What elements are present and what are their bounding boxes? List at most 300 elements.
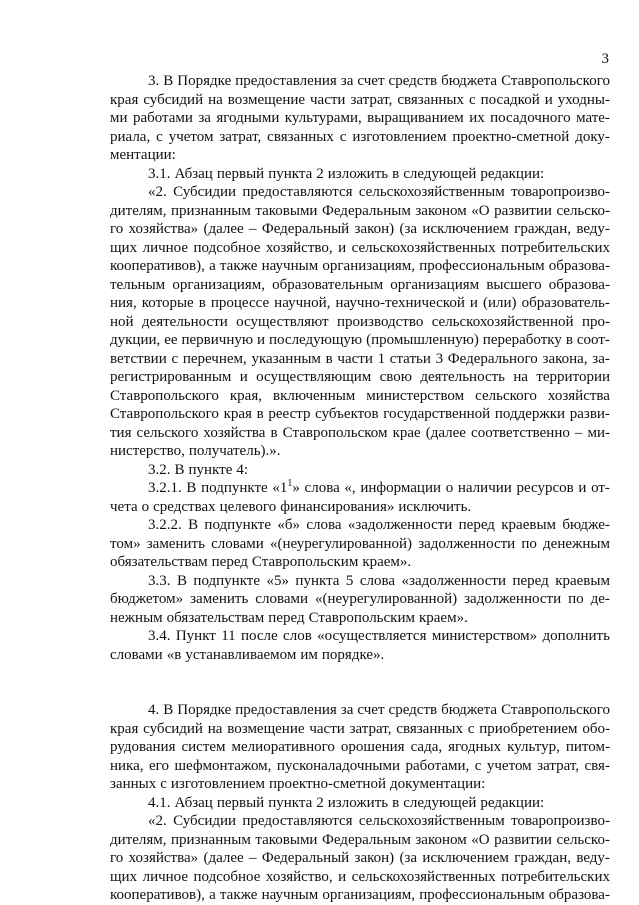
word: краевым bbox=[555, 572, 610, 589]
word: щих bbox=[110, 868, 138, 885]
word: и bbox=[338, 239, 347, 256]
word: с bbox=[339, 128, 347, 145]
text-line bbox=[110, 368, 610, 387]
text-line bbox=[110, 405, 610, 424]
word: «О bbox=[471, 202, 490, 219]
word: перед bbox=[512, 572, 549, 589]
word: Ставропольского bbox=[501, 73, 610, 89]
word: 4: bbox=[236, 461, 249, 478]
word: крае bbox=[392, 424, 421, 441]
word: (промышленную) bbox=[366, 332, 479, 348]
word: В bbox=[174, 461, 185, 478]
word: предоставляются bbox=[242, 184, 353, 200]
word: его bbox=[149, 757, 169, 774]
word: образователь- bbox=[521, 295, 610, 311]
word: пункта bbox=[268, 165, 313, 182]
word: сельскохозяйственным bbox=[358, 184, 505, 200]
word: счет bbox=[357, 702, 385, 718]
word: приобретением bbox=[479, 720, 578, 737]
word: научным bbox=[261, 887, 319, 903]
word: субсидий bbox=[143, 720, 203, 737]
text-line bbox=[110, 461, 610, 480]
word: подсобное bbox=[193, 868, 261, 885]
word: Ставропольского bbox=[501, 702, 610, 718]
word: (далее bbox=[425, 424, 466, 441]
word: товаропроизво- bbox=[511, 813, 610, 829]
word: слова bbox=[304, 480, 340, 496]
word: краем». bbox=[418, 609, 468, 626]
text-line bbox=[110, 701, 610, 720]
word: Субсидии bbox=[173, 813, 237, 829]
word: сельско- bbox=[556, 831, 610, 848]
word: а bbox=[209, 887, 216, 903]
word: средств bbox=[388, 73, 438, 89]
word: бюджета bbox=[441, 702, 498, 718]
word: информации bbox=[360, 480, 442, 496]
word: изготовлением bbox=[352, 128, 447, 145]
word: их bbox=[469, 110, 485, 126]
word: затрат, bbox=[219, 128, 262, 145]
word: работами, bbox=[405, 757, 470, 774]
word: шефмонтажом, bbox=[174, 757, 272, 774]
word: сельскохозяйственных bbox=[351, 868, 496, 885]
word: личное bbox=[142, 239, 189, 256]
text-line bbox=[110, 812, 610, 831]
word: первичную bbox=[181, 332, 254, 348]
word: закон) bbox=[354, 221, 395, 237]
word: Федеральный bbox=[261, 850, 350, 866]
word: профессиональным bbox=[419, 887, 545, 903]
word: – bbox=[574, 424, 583, 441]
word: (за bbox=[399, 221, 418, 237]
word: перед bbox=[268, 609, 305, 626]
word: в bbox=[198, 295, 206, 311]
word: словами bbox=[211, 535, 264, 552]
word: 4. bbox=[148, 702, 160, 718]
word: Субсидии bbox=[173, 184, 237, 200]
word: «задолженности bbox=[347, 517, 453, 533]
word: в bbox=[270, 424, 278, 441]
word: о bbox=[445, 480, 454, 496]
word: возмещение bbox=[227, 720, 305, 737]
word: словами bbox=[110, 646, 163, 663]
word: последующую bbox=[269, 332, 363, 348]
word: «б» bbox=[277, 517, 300, 533]
word: Порядке bbox=[177, 73, 232, 89]
word: с bbox=[156, 128, 163, 145]
word: научной, bbox=[274, 295, 331, 311]
word: с bbox=[171, 350, 179, 367]
text-line bbox=[110, 479, 610, 498]
word: на bbox=[208, 91, 223, 108]
word: «осуществляется bbox=[317, 628, 427, 644]
word: также bbox=[219, 887, 258, 903]
word: закон) bbox=[354, 850, 395, 866]
word: изложить bbox=[327, 165, 389, 182]
text-line bbox=[110, 424, 610, 443]
word: орошения bbox=[340, 739, 405, 755]
text-line bbox=[110, 738, 610, 757]
word: в bbox=[392, 165, 400, 182]
word: го bbox=[110, 850, 124, 866]
word: проектно-сметной bbox=[269, 776, 386, 792]
word: денежным bbox=[543, 535, 610, 552]
word: Федерального bbox=[447, 350, 538, 367]
word: также bbox=[219, 258, 258, 274]
word: первый bbox=[216, 794, 265, 811]
text-line bbox=[110, 276, 610, 295]
word: развитии bbox=[494, 831, 552, 848]
word: признанным bbox=[171, 831, 251, 848]
word: исключить. bbox=[398, 498, 472, 515]
word: 3.2. bbox=[148, 461, 171, 478]
word: заменить bbox=[146, 535, 205, 552]
text-line bbox=[110, 128, 610, 147]
word: Абзац bbox=[174, 165, 213, 182]
word: устанавливаемом bbox=[185, 646, 297, 663]
word: затрат, bbox=[537, 757, 580, 774]
word: ментации: bbox=[110, 147, 176, 163]
word: уходны- bbox=[557, 91, 610, 108]
word: осуществляющим bbox=[256, 369, 372, 385]
word: реестр bbox=[268, 406, 311, 422]
word: 3.2.2. bbox=[148, 517, 182, 533]
word: за bbox=[340, 73, 354, 89]
word: «$1^1$» bbox=[272, 479, 300, 496]
word: научным bbox=[261, 258, 319, 274]
text-line bbox=[110, 720, 610, 739]
word: мате- bbox=[576, 110, 610, 126]
word: 1 bbox=[377, 350, 386, 367]
word: перед bbox=[211, 554, 248, 570]
word: высшего bbox=[486, 276, 542, 293]
word: и bbox=[239, 369, 248, 385]
word: 4.1. bbox=[148, 794, 171, 811]
text-line bbox=[110, 553, 610, 572]
word: (далее bbox=[203, 850, 244, 866]
word: 3.1. bbox=[148, 165, 171, 182]
document-body bbox=[110, 72, 610, 905]
word: перед bbox=[458, 517, 495, 533]
word: том» bbox=[110, 535, 141, 552]
word: субсидий bbox=[143, 91, 204, 108]
text-line bbox=[110, 91, 610, 110]
word: таковыми bbox=[255, 831, 318, 848]
word: про- bbox=[581, 313, 610, 330]
word: края bbox=[223, 406, 252, 422]
word: краем». bbox=[362, 554, 412, 570]
text-line bbox=[110, 257, 610, 276]
word: В bbox=[163, 702, 174, 718]
word: статьи bbox=[389, 350, 431, 367]
word: Ставропольского bbox=[110, 406, 219, 422]
word: доку- bbox=[575, 128, 610, 145]
word: края, bbox=[229, 387, 262, 404]
word: с bbox=[160, 776, 167, 792]
text-line bbox=[110, 886, 610, 905]
word: сельскохозяйственных bbox=[351, 239, 496, 256]
word: края bbox=[110, 720, 139, 737]
word: нежным bbox=[110, 609, 163, 626]
word: хозяйства bbox=[547, 387, 610, 404]
text-line bbox=[110, 831, 610, 850]
word: рудования bbox=[110, 739, 176, 755]
word: обязательствам bbox=[110, 554, 208, 570]
word: потребительских bbox=[501, 868, 610, 885]
word: В bbox=[188, 517, 199, 533]
word: свя- bbox=[584, 757, 610, 774]
word: товаропроизво- bbox=[511, 184, 610, 200]
word: таковыми bbox=[255, 202, 318, 219]
word: мелиоративного bbox=[231, 739, 335, 755]
word: В bbox=[176, 572, 187, 589]
word: поддержки bbox=[494, 406, 566, 422]
word: подпункте bbox=[204, 517, 272, 533]
word: затрат, bbox=[350, 91, 393, 108]
text-line bbox=[110, 609, 610, 628]
word: учетом bbox=[168, 128, 214, 145]
word: в bbox=[565, 332, 573, 348]
word: образова- bbox=[548, 887, 610, 903]
word: сельского bbox=[475, 387, 537, 404]
text-line bbox=[110, 331, 610, 350]
word: производство bbox=[336, 313, 424, 330]
word: го bbox=[110, 221, 124, 237]
word: связанных bbox=[397, 91, 464, 108]
word: первый bbox=[216, 165, 265, 182]
word: В bbox=[163, 73, 174, 89]
word: нистерство, bbox=[110, 443, 185, 459]
word: признанным bbox=[171, 202, 251, 219]
word: деятельности bbox=[141, 313, 228, 330]
word: профессиональным bbox=[419, 258, 545, 274]
text-line bbox=[110, 387, 610, 406]
word: на bbox=[207, 720, 223, 737]
word: сада, bbox=[410, 739, 443, 755]
word: 2 bbox=[316, 165, 324, 182]
word: документации: bbox=[389, 776, 486, 792]
word: пусконаладочными bbox=[276, 757, 400, 774]
word: Ставропольском bbox=[282, 424, 388, 441]
word: законом bbox=[415, 202, 467, 219]
word: и bbox=[469, 295, 478, 311]
word: порядке». bbox=[321, 646, 385, 663]
word: Ставропольского bbox=[110, 387, 219, 404]
word: «2. bbox=[148, 184, 167, 200]
word: исключением bbox=[422, 221, 509, 237]
word: с bbox=[467, 720, 475, 737]
word: «5» bbox=[266, 572, 289, 589]
word: веду- bbox=[576, 221, 610, 237]
word: проектно-сметной bbox=[452, 128, 570, 145]
word: получатель).». bbox=[188, 443, 281, 459]
word: сельскохозяйственным bbox=[358, 813, 505, 829]
word: свою bbox=[379, 369, 412, 385]
word: систем bbox=[181, 739, 226, 755]
word: сельско- bbox=[556, 202, 610, 219]
word: словами bbox=[255, 591, 309, 607]
word: за bbox=[198, 110, 211, 126]
word: ной bbox=[110, 313, 134, 330]
word: изготовлением bbox=[170, 776, 266, 792]
word: «(неурегулированной) bbox=[269, 535, 413, 552]
text-line bbox=[110, 757, 610, 776]
word: части bbox=[309, 720, 345, 737]
paragraph-gap bbox=[110, 664, 610, 701]
page-number: 3 bbox=[601, 51, 609, 67]
word: слова bbox=[306, 517, 342, 533]
word: «(неурегулированной) bbox=[315, 591, 458, 607]
word: по bbox=[568, 591, 584, 607]
word: переработку bbox=[482, 332, 562, 348]
text-line bbox=[110, 572, 610, 591]
word: а bbox=[209, 258, 216, 274]
word: заменить bbox=[190, 591, 249, 607]
word: щих bbox=[110, 239, 138, 256]
word: министерством» bbox=[431, 628, 538, 644]
text-line bbox=[110, 220, 610, 239]
word: задолженности bbox=[464, 591, 562, 607]
word: следующей bbox=[403, 165, 477, 182]
word: организациям, bbox=[322, 887, 416, 903]
text-line bbox=[110, 646, 610, 665]
word: работами bbox=[132, 110, 193, 126]
word: сельского bbox=[136, 424, 199, 441]
word: потребительских bbox=[501, 239, 610, 256]
word: научно-технической bbox=[335, 295, 465, 311]
text-line bbox=[110, 590, 610, 609]
word: подсобное bbox=[193, 239, 261, 256]
word: и bbox=[544, 91, 553, 108]
word: предоставления bbox=[235, 73, 337, 89]
word: выращиванием bbox=[367, 110, 464, 126]
word: за- bbox=[592, 350, 610, 367]
word: хозяйства bbox=[203, 424, 266, 441]
word: тия bbox=[110, 424, 132, 441]
word: образова- bbox=[548, 258, 610, 274]
word: 3.2.1. bbox=[148, 480, 182, 496]
word: «О bbox=[471, 831, 490, 848]
word: организациям, bbox=[322, 258, 416, 274]
word: 5 bbox=[345, 572, 354, 589]
word: деятельность bbox=[420, 369, 505, 385]
word: обязательствам bbox=[166, 609, 265, 626]
word: ресурсов bbox=[516, 480, 574, 496]
word: затрат, bbox=[349, 720, 392, 737]
word: граждан, bbox=[514, 850, 571, 866]
word: Ставропольским bbox=[251, 554, 359, 570]
word: закона, bbox=[542, 350, 588, 367]
word: редакции: bbox=[480, 794, 545, 811]
word: граждан, bbox=[514, 221, 571, 237]
word: 3 bbox=[435, 350, 444, 367]
word: регистрированным bbox=[110, 369, 232, 385]
word: разви- bbox=[569, 406, 610, 422]
word: тельным bbox=[110, 276, 166, 293]
word: предоставления bbox=[235, 702, 337, 718]
text-line bbox=[110, 109, 610, 128]
word: «2. bbox=[148, 813, 167, 829]
word: хозяйства» bbox=[128, 850, 199, 866]
word: о bbox=[141, 498, 150, 515]
word: 3. bbox=[148, 73, 160, 89]
word: 3.4. bbox=[148, 628, 171, 644]
word: ягодных bbox=[448, 739, 502, 755]
word: – bbox=[249, 850, 257, 866]
word: – bbox=[249, 221, 257, 237]
word: соответственно bbox=[471, 424, 570, 441]
word: питом- bbox=[565, 739, 610, 755]
word: 2 bbox=[316, 794, 324, 811]
word: связанных bbox=[396, 720, 463, 737]
word: целевого bbox=[219, 498, 277, 515]
word: хозяйство, bbox=[265, 239, 333, 256]
text-line bbox=[110, 146, 610, 165]
word: (или) bbox=[482, 295, 517, 311]
word: включенным bbox=[272, 387, 356, 404]
word: связанных bbox=[267, 128, 334, 145]
word: 11 bbox=[221, 628, 236, 644]
text-line bbox=[110, 627, 610, 646]
word: субъектов bbox=[315, 406, 379, 422]
word: дителям, bbox=[110, 831, 167, 848]
word: части bbox=[310, 91, 346, 108]
word: Абзац bbox=[174, 794, 213, 811]
word: территории bbox=[536, 369, 610, 385]
word: занных bbox=[110, 776, 157, 792]
word: развитии bbox=[494, 202, 552, 219]
text-line bbox=[110, 72, 610, 91]
word: посадочного bbox=[490, 110, 571, 126]
word: подпункте bbox=[201, 480, 268, 496]
word: задолженности bbox=[418, 535, 516, 552]
word: посадкой bbox=[480, 91, 540, 108]
word: культурами, bbox=[284, 110, 362, 126]
word: бюджета bbox=[441, 73, 498, 89]
word: Пункт bbox=[175, 628, 216, 644]
word: следующей bbox=[403, 794, 477, 811]
word: министерством bbox=[366, 387, 465, 404]
word: образовательным bbox=[272, 276, 384, 293]
word: им bbox=[300, 646, 318, 663]
word: подпункте bbox=[193, 572, 261, 589]
word: после bbox=[241, 628, 278, 644]
text-line bbox=[110, 350, 610, 369]
word: ника, bbox=[110, 757, 144, 774]
word: краевым bbox=[501, 517, 557, 533]
word: счет bbox=[357, 73, 385, 89]
word: и bbox=[338, 868, 347, 885]
word: кооперативов), bbox=[110, 258, 205, 274]
word: и bbox=[257, 332, 266, 348]
word: ее bbox=[164, 332, 178, 348]
word: «задолженности bbox=[401, 572, 507, 589]
word: в bbox=[256, 406, 264, 422]
word: от- bbox=[591, 480, 610, 496]
word: Федеральным bbox=[322, 202, 411, 219]
word: хозяйства» bbox=[128, 221, 199, 237]
word: Федеральный bbox=[261, 221, 350, 237]
word: «в bbox=[166, 646, 182, 663]
word: ния, bbox=[110, 295, 137, 311]
text-line bbox=[110, 794, 610, 813]
word: редакции: bbox=[480, 165, 545, 182]
word: исключением bbox=[422, 850, 509, 866]
word: чета bbox=[110, 498, 138, 515]
text-line bbox=[110, 183, 610, 202]
word: пункте bbox=[188, 461, 233, 478]
word: организациям bbox=[390, 276, 480, 293]
